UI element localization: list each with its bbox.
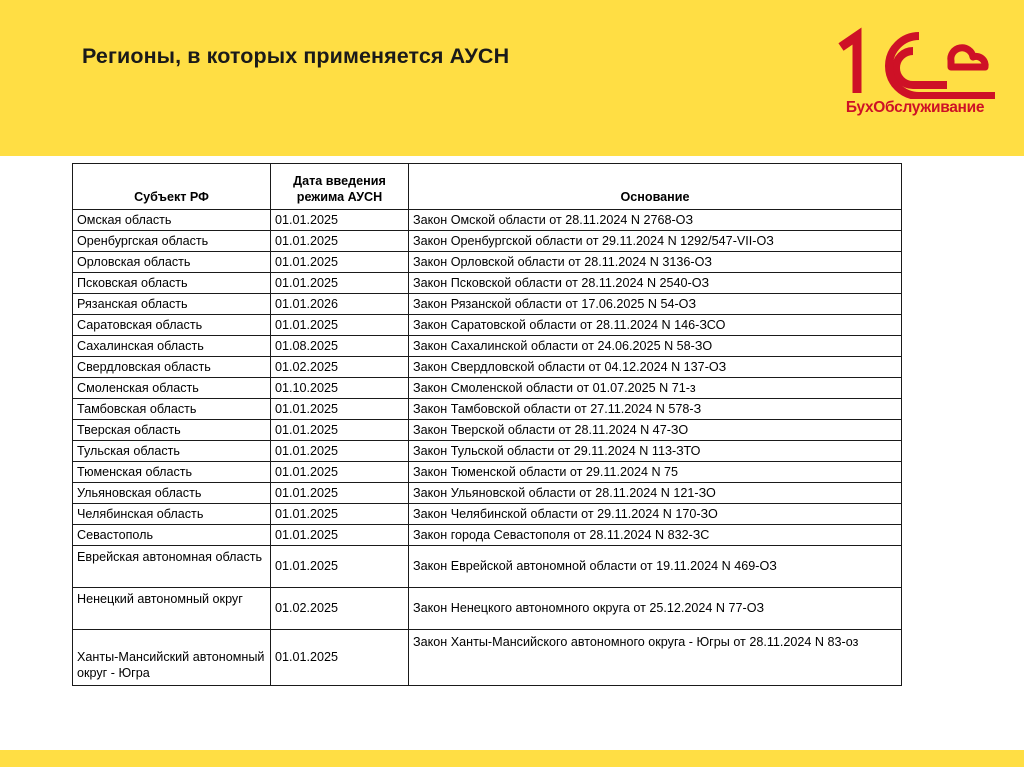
table-row	[73, 420, 902, 441]
cell-subject: Рязанская область	[73, 294, 271, 315]
cell-basis: Закон Сахалинской области от 24.06.2025 N 58-ЗО	[409, 336, 902, 357]
page-title: Регионы, в которых применяется АУСН	[82, 44, 510, 68]
table-row	[73, 252, 902, 273]
cell-basis: Закон Орловской области от 28.11.2024 N 3136-ОЗ	[409, 252, 902, 273]
cell-basis: Закон города Севастополя от 28.11.2024 N 832-ЗС	[409, 525, 902, 546]
logo	[827, 27, 999, 127]
cell-subject: Ненецкий автономный округ	[73, 588, 271, 630]
column-header-subject: Субъект РФ	[73, 164, 271, 210]
table-row	[73, 441, 902, 462]
logo-wordmark: БухОбслуживание	[845, 99, 985, 116]
cell-basis: Закон Свердловской области от 04.12.2024 N 137-ОЗ	[409, 357, 902, 378]
cell-date: 01.02.2025	[271, 588, 409, 630]
table-row	[73, 588, 902, 630]
table-header-row	[73, 164, 902, 210]
column-header-basis: Основание	[409, 164, 902, 210]
cell-basis: Закон Рязанской области от 17.06.2025 N 54-ОЗ	[409, 294, 902, 315]
column-header-date-line1: Дата введения	[293, 173, 386, 188]
table-row	[73, 231, 902, 252]
cell-date: 01.01.2025	[271, 315, 409, 336]
cell-subject: Еврейская автономная область	[73, 546, 271, 588]
cell-subject: Оренбургская область	[73, 231, 271, 252]
cell-date: 01.01.2025	[271, 273, 409, 294]
cell-date: 01.01.2025	[271, 546, 409, 588]
column-header-date-line2: режима АУСН	[296, 190, 383, 205]
cell-subject: Челябинская область	[73, 504, 271, 525]
table-row	[73, 399, 902, 420]
cell-date: 01.01.2025	[271, 441, 409, 462]
cell-date: 01.01.2025	[271, 504, 409, 525]
cell-subject: Сахалинская область	[73, 336, 271, 357]
cell-date: 01.08.2025	[271, 336, 409, 357]
cell-subject: Свердловская область	[73, 357, 271, 378]
cell-date: 01.01.2025	[271, 210, 409, 231]
table-row	[73, 336, 902, 357]
regions-table-container	[72, 163, 901, 686]
table-row	[73, 546, 902, 588]
cell-subject: Орловская область	[73, 252, 271, 273]
cell-date: 01.01.2025	[271, 399, 409, 420]
cell-date: 01.01.2025	[271, 231, 409, 252]
cell-subject: Тульская область	[73, 441, 271, 462]
cell-subject: Ульяновская область	[73, 483, 271, 504]
table-row	[73, 357, 902, 378]
table-row	[73, 525, 902, 546]
cell-subject: Тюменская область	[73, 462, 271, 483]
cell-basis: Закон Омской области от 28.11.2024 N 2768-ОЗ	[409, 210, 902, 231]
cell-subject: Тверская область	[73, 420, 271, 441]
cell-basis: Закон Саратовской области от 28.11.2024 N 146-ЗСО	[409, 315, 902, 336]
table-row	[73, 504, 902, 525]
table-row	[73, 483, 902, 504]
cell-date: 01.01.2025	[271, 630, 409, 686]
cell-date: 01.02.2025	[271, 357, 409, 378]
column-header-date	[271, 164, 409, 210]
table-row	[73, 273, 902, 294]
cell-basis: Закон Тамбовской области от 27.11.2024 N 578-З	[409, 399, 902, 420]
cell-subject: Псковская область	[73, 273, 271, 294]
cell-basis: Закон Тульской области от 29.11.2024 N 113-ЗТО	[409, 441, 902, 462]
cell-subject: Смоленская область	[73, 378, 271, 399]
cell-subject: Ханты-Мансийский автономный округ - Югра	[73, 630, 271, 686]
cell-basis: Закон Ненецкого автономного округа от 25.12.2024 N 77-ОЗ	[409, 588, 902, 630]
cell-date: 01.01.2025	[271, 462, 409, 483]
cell-basis: Закон Челябинской области от 29.11.2024 N 170-ЗО	[409, 504, 902, 525]
cell-date: 01.01.2025	[271, 525, 409, 546]
cell-date: 01.01.2025	[271, 252, 409, 273]
cell-basis: Закон Оренбургской области от 29.11.2024 N 1292/547-VII-ОЗ	[409, 231, 902, 252]
cell-subject: Тамбовская область	[73, 399, 271, 420]
cell-subject: Севастополь	[73, 525, 271, 546]
table-row	[73, 378, 902, 399]
cell-basis: Закон Ульяновской области от 28.11.2024 N 121-ЗО	[409, 483, 902, 504]
cell-date: 01.01.2025	[271, 420, 409, 441]
cell-subject: Омская область	[73, 210, 271, 231]
cell-basis: Закон Еврейской автономной области от 19.11.2024 N 469-ОЗ	[409, 546, 902, 588]
cell-basis: Закон Ханты-Мансийского автономного округа - Югры от 28.11.2024 N 83-оз	[409, 630, 902, 686]
table-row	[73, 630, 902, 686]
table-row	[73, 294, 902, 315]
cell-basis: Закон Тюменской области от 29.11.2024 N 75	[409, 462, 902, 483]
table-body	[73, 210, 902, 686]
regions-table	[72, 163, 902, 686]
cell-basis: Закон Смоленской области от 01.07.2025 N 71-з	[409, 378, 902, 399]
cell-date: 01.01.2025	[271, 483, 409, 504]
1c-cloud-logo-icon	[827, 27, 999, 99]
cell-date: 01.01.2026	[271, 294, 409, 315]
footer-banner	[0, 750, 1024, 767]
cell-subject: Саратовская область	[73, 315, 271, 336]
cell-basis: Закон Тверской области от 28.11.2024 N 47-ЗО	[409, 420, 902, 441]
table-row	[73, 462, 902, 483]
table-row	[73, 210, 902, 231]
table-row	[73, 315, 902, 336]
cell-date: 01.10.2025	[271, 378, 409, 399]
cell-basis: Закон Псковской области от 28.11.2024 N 2540-ОЗ	[409, 273, 902, 294]
